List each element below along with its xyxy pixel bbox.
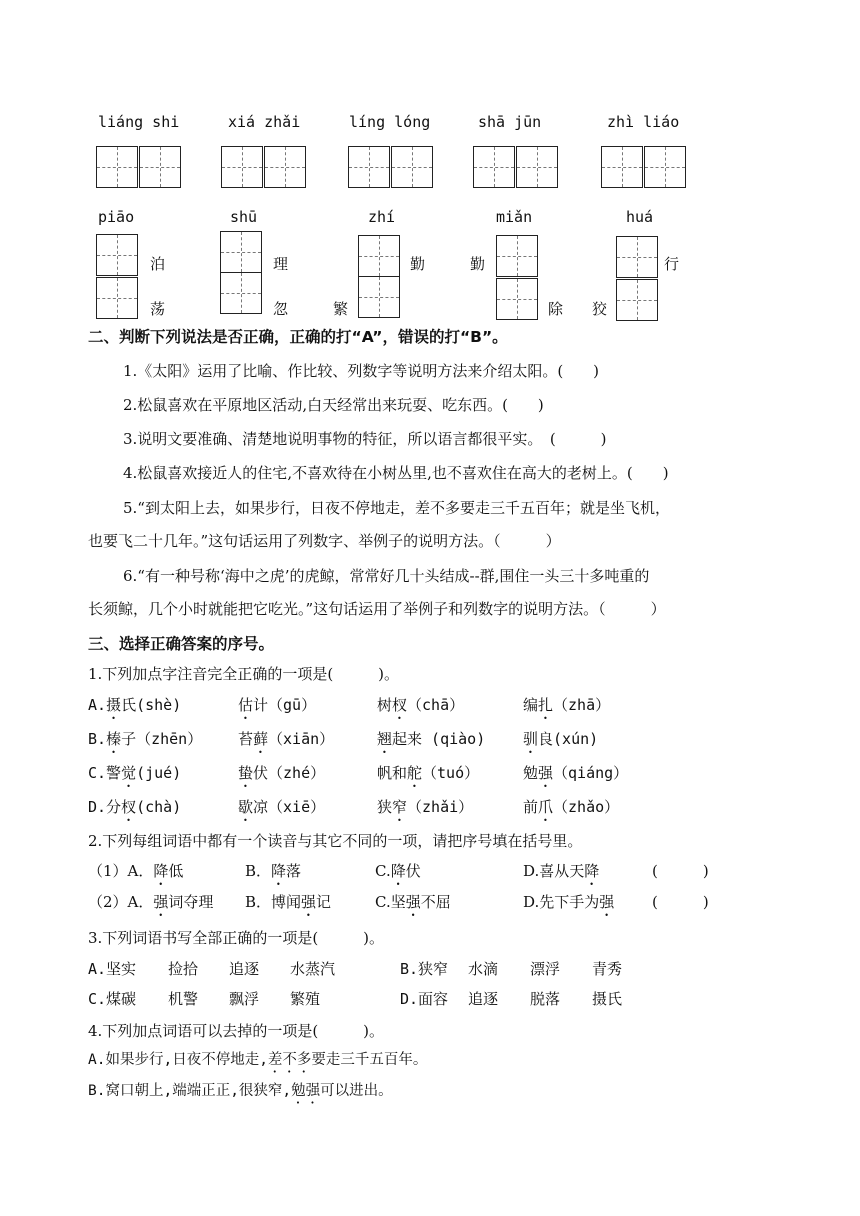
question-item: 也要飞二十几年。”这句话运用了列数字、举例子的说明方法。（ ） [88,532,561,550]
option-text: B.榛子（zhēn） [88,730,203,748]
option-text: 繁殖 [290,990,321,1008]
option-text: 前爪（zhǎo） [523,798,620,816]
word-char: 繁 [333,300,349,318]
option-text: C.煤碳 [88,990,137,1008]
option-text: B．博闻强记 [245,893,332,911]
dotted-char: 强 [301,893,317,911]
option-text: 漂浮 [530,960,561,978]
pinyin-label: xiá zhǎi [228,113,301,131]
option-text: D.分杈(chà) [88,798,182,816]
option-text: 帆和舵（tuó） [377,764,480,782]
option-text: A.摄氏(shè) [88,696,182,714]
option-text: D.先下手为强 [523,893,615,911]
question-item: 3.说明文要准确、清楚地说明事物的特征，所以语言都很平实。 ( ) [123,430,607,448]
option-text: C.降伏 [375,862,421,880]
option-text: 估计（gū） [238,696,317,714]
option-text: 勉强（qiáng） [523,764,629,782]
writing-box[interactable] [264,146,306,188]
writing-box[interactable] [220,231,262,273]
question-item: 6.“有一种号称‘海中之虎’的虎鲸，常常好几十头结成--群,围住一头三十多吨重的 [123,567,650,585]
pinyin-label: zhí [368,208,396,226]
dotted-char: 藓 [253,730,269,748]
option-text: C.警觉(jué) [88,764,182,782]
writing-box[interactable] [616,236,658,278]
dotted-char: 杈 [121,798,137,816]
section-title: 二、判断下列说法是否正确，正确的打“A”，错误的打“B”。 [88,328,508,346]
dotted-char: 摄 [106,696,122,714]
option-text: 狭窄（zhǎi） [377,798,474,816]
option-text: 水蒸汽 [290,960,336,978]
dotted-char: 降 [271,862,287,880]
option-text: 水滴 [468,960,499,978]
pinyin-label: liáng shi [98,113,180,131]
word-char: 理 [273,255,289,273]
option-text: 脱落 [530,990,561,1008]
option-text: （1）A．降低 [88,862,184,880]
option-text: D.喜从天降 [523,862,600,880]
dotted-char: 觉 [121,764,137,782]
option-text: 飘浮 [229,990,260,1008]
option-text: 青秀 [592,960,623,978]
option-text: D.面容 [400,990,449,1008]
question-item: 长须鲸，几个小时就能把它吃光。”这句话运用了举例子和列数字的说明方法。（ ） [88,600,666,618]
option-text: A.坚实 [88,960,137,978]
writing-box[interactable] [139,146,181,188]
option-text: 翘起来 (qiào) [377,730,486,748]
option-text: 树杈（chā） [377,696,465,714]
writing-box[interactable] [358,276,400,318]
word-char: 泊 [150,255,166,273]
word-char: 狡 [592,300,608,318]
section-title: 三、选择正确答案的序号。 [88,635,275,653]
writing-box[interactable] [496,278,538,320]
option-text: B．降落 [245,862,302,880]
dotted-word: 勉强 [291,1083,321,1099]
pinyin-label: huá [626,208,654,226]
question-item: 1.《太阳》运用了比喻、作比较、列数字等说明方法来介绍太阳。( ) [123,362,600,380]
dotted-char: 降 [153,862,169,880]
writing-box[interactable] [221,146,263,188]
writing-box[interactable] [496,235,538,277]
option-text: C.坚强不屈 [375,893,451,911]
option-text: 追逐 [468,990,499,1008]
pinyin-label: shā jūn [478,113,542,131]
writing-box[interactable] [616,279,658,321]
option-text: （2）A．强词夺理 [88,893,214,911]
writing-box[interactable] [391,146,433,188]
option-text: B.狭窄 [400,960,449,978]
word-char: 荡 [150,300,166,318]
dotted-char: 翘 [377,730,393,748]
question-stem: 2.下列每组词语中都有一个读音与其它不同的一项，请把序号填在括号里。 [88,832,583,850]
option-text: 苔藓（xiān） [238,730,335,748]
dotted-char: 歇 [238,798,254,816]
option-text: 捡拾 [168,960,199,978]
pinyin-label: miǎn [496,208,533,226]
option-text: 编扎（zhā） [523,696,611,714]
writing-box[interactable] [220,272,262,314]
word-char: 除 [548,300,564,318]
word-char: 行 [664,255,680,273]
writing-box[interactable] [96,234,138,276]
option-text: 摄氏 [592,990,623,1008]
dotted-char: 杈 [392,696,408,714]
option-text: 驯良(xún) [523,730,599,748]
dotted-char: 强 [405,893,421,911]
writing-box[interactable] [96,277,138,319]
pinyin-label: zhì liáo [607,113,680,131]
writing-box[interactable] [644,146,686,188]
option-text: 机警 [168,990,199,1008]
question-item: 2.松鼠喜欢在平原地区活动,白天经常出来玩耍、吃东西。( ) [123,396,544,414]
dotted-char: 爪 [538,798,554,816]
dotted-word: 差不多 [267,1052,312,1068]
dotted-char: 降 [584,862,600,880]
pinyin-label: shū [230,208,258,226]
dotted-char: 强 [153,893,169,911]
word-char: 勤 [410,255,426,273]
dotted-char: 窄 [392,798,408,816]
dotted-char: 估 [238,696,254,714]
dotted-char: 扎 [538,696,554,714]
writing-box[interactable] [96,146,138,188]
word-char: 勤 [470,255,486,273]
writing-box[interactable] [601,146,643,188]
writing-box[interactable] [358,235,400,277]
dotted-char: 榛 [106,730,122,748]
option-line: A.如果步行,日夜不停地走,差不多要走三千五百年。 [88,1052,428,1068]
question-item: 5.“到太阳上去，如果步行，日夜不停地走，差不多要走三千五百年；就是坐飞机， [123,499,670,517]
dotted-char: 驯 [523,730,539,748]
option-text: ( ) [652,862,709,880]
pinyin-label: líng lóng [349,113,431,131]
question-item: 4.松鼠喜欢接近人的住宅,不喜欢待在小树丛里,也不喜欢住在高大的老树上。( ) [123,464,669,482]
writing-box[interactable] [516,146,558,188]
dotted-char: 蛰 [238,764,254,782]
option-text: 歇凉（xiē） [238,798,326,816]
option-text: 蛰伏（zhé） [238,764,326,782]
writing-box[interactable] [473,146,515,188]
pinyin-label: piāo [98,208,135,226]
question-stem: 1.下列加点字注音完全正确的一项是( )。 [88,665,400,683]
dotted-char: 舵 [407,764,423,782]
word-char: 忽 [273,300,289,318]
option-line: B.窝口朝上,端端正正,很狭窄,勉强可以进出。 [88,1083,393,1099]
writing-box[interactable] [348,146,390,188]
question-stem: 4.下列加点词语可以去掉的一项是( )。 [88,1022,385,1040]
dotted-char: 强 [599,893,615,911]
option-text: 追逐 [229,960,260,978]
dotted-char: 降 [390,862,406,880]
option-text: ( ) [652,893,709,911]
question-stem: 3.下列词语书写全部正确的一项是( )。 [88,929,385,947]
dotted-char: 强 [538,764,554,782]
